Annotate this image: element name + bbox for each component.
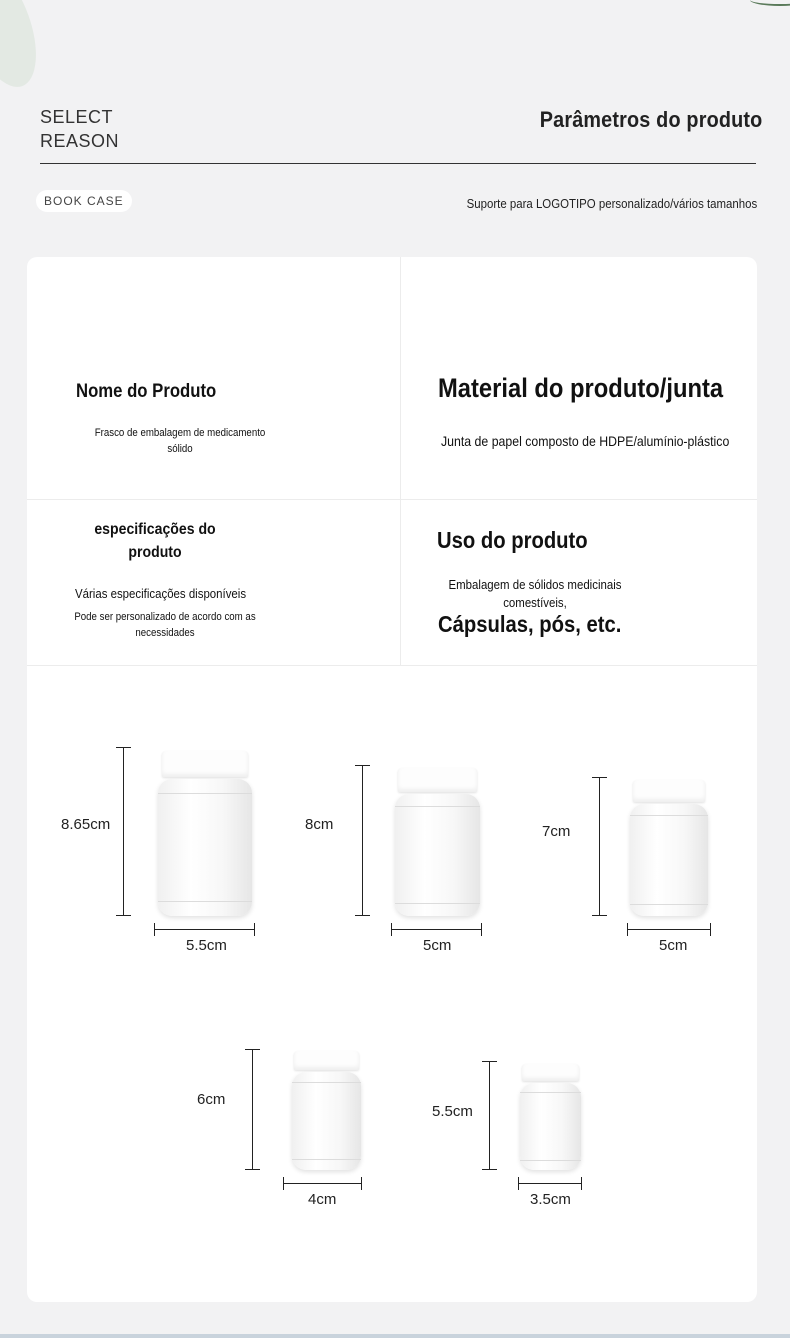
bottle-width-label: 5cm xyxy=(659,937,688,954)
height-dimension-line xyxy=(599,777,600,916)
height-dimension-line xyxy=(252,1049,253,1170)
height-dimension-line xyxy=(489,1061,490,1170)
usage-value-1: Embalagem de sólidos medicinais comestíveis, xyxy=(448,577,622,610)
product-name-value: Frasco de embalagem de medicamento sólido xyxy=(94,427,266,455)
spec-bottom-divider xyxy=(27,665,757,666)
usage-value-2: Cápsulas, pós, etc. xyxy=(438,611,622,637)
select-reason-label: SELECT REASON xyxy=(40,107,120,151)
width-dimension-line xyxy=(391,929,482,930)
bottle-height-label: 8cm xyxy=(305,816,334,833)
bottle-icon xyxy=(520,1064,581,1170)
leaf-decoration-right xyxy=(750,0,790,6)
width-dimension-line xyxy=(154,929,255,930)
bottle-icon xyxy=(395,768,480,916)
bottle-icon xyxy=(158,751,252,916)
bottle-width-label: 3.5cm xyxy=(530,1191,571,1208)
product-name-label: Nome do Produto xyxy=(76,381,217,402)
bottle-height-label: 8.65cm xyxy=(61,816,111,833)
spec-row-divider xyxy=(27,499,757,500)
book-case-tag: BOOK CASE xyxy=(36,190,132,212)
height-dimension-line xyxy=(123,747,124,916)
width-dimension-line xyxy=(518,1183,582,1184)
bottom-strip xyxy=(0,1334,790,1338)
height-dimension-line xyxy=(362,765,363,916)
leaf-decoration xyxy=(0,0,50,96)
width-dimension-line xyxy=(283,1183,362,1184)
bottle-icon xyxy=(292,1051,361,1170)
usage-label: Uso do produto xyxy=(437,527,588,553)
material-value: Junta de papel composto de HDPE/alumínio-plástico xyxy=(441,433,730,449)
specifications-label: especificações do produto xyxy=(94,521,216,561)
bottle-width-label: 5.5cm xyxy=(186,937,227,954)
width-dimension-line xyxy=(627,929,711,930)
support-text: Suporte para LOGOTIPO personalizado/vários tamanhos xyxy=(466,196,757,211)
specifications-value-1: Várias especificações disponíveis xyxy=(75,586,247,601)
specifications-value-2: Pode ser personalizado de acordo com as necessidades xyxy=(74,611,256,639)
material-label: Material do produto/junta xyxy=(438,373,724,403)
bottle-icon xyxy=(630,780,708,916)
header-divider xyxy=(40,163,756,164)
bottle-width-label: 4cm xyxy=(308,1191,337,1208)
bottle-height-label: 5.5cm xyxy=(432,1103,473,1120)
bottle-height-label: 6cm xyxy=(197,1091,226,1108)
spec-vertical-divider xyxy=(400,257,401,665)
page-title: Parâmetros do produto xyxy=(539,107,762,132)
bottle-height-label: 7cm xyxy=(542,823,571,840)
bottle-width-label: 5cm xyxy=(423,937,452,954)
